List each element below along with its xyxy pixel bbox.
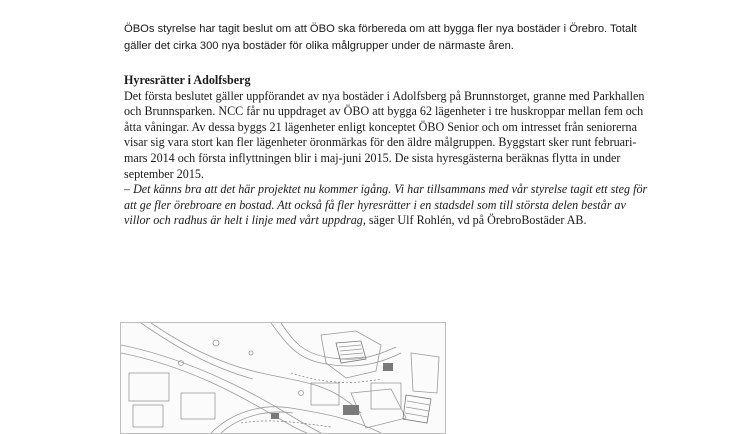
section-body: Det första beslutet gäller uppförandet av nya bostäder i Adolfsberg på Brunnstorget, granne med Parkhallen och Brunnsparken. NCC får nu uppdraget av ÖBO att bygga 62 lägenheter i tre huskroppar mellan fem och åtta våningar. Av dessa byggs 21 lägenheter enligt konceptet ÖBO Senior och om intresset från seniorerna visar sig vara stort kan fler lägenheter öronmärkas för den äldre målgruppen. Byggstart sker runt februari-mars 2014 och första inflyttningen blir i maj-juni 2015. De sista hyresgästerna beräknas flytta in under september 2015.	[124, 88, 645, 181]
site-plan-map	[120, 322, 446, 434]
section-adolfsberg	[124, 73, 654, 229]
quote-attribution: säger Ulf Rohlén, vd på ÖrebroBostäder AB.	[365, 213, 587, 228]
site-plan-drawing	[121, 323, 445, 433]
section-quote	[124, 182, 654, 229]
section-heading: Hyresrätter i Adolfsberg	[124, 73, 251, 87]
quote-text: – Det känns bra att det här projektet nu kommer igång. Vi har tillsammans med vår styrelse tagit ett steg för att ge fler örebroare en bostad. Att också få fler hyresrätter i en stadsdel som till största delen består av villor och radhus är helt i linje med vårt uppdrag,	[124, 182, 648, 228]
intro-paragraph: ÖBOs styrelse har tagit beslut om att ÖBO ska förbereda om att bygga fler nya bostäder i Örebro. Totalt gäller det cirka 300 nya bostäder för olika målgrupper under de närmaste åren.	[124, 23, 637, 52]
